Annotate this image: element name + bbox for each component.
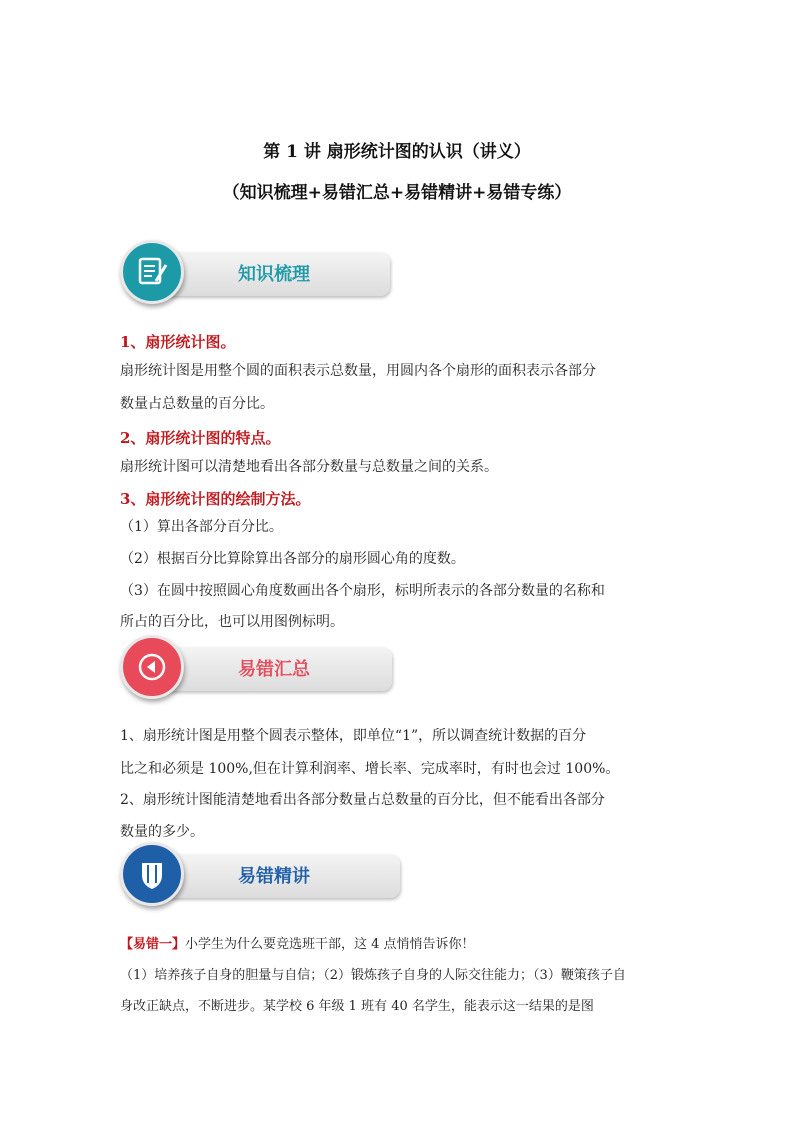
question-intro: 小学生为什么要竞选班干部，这 4 点悄悄告诉你！ — [185, 937, 475, 952]
summary-item-1b: 比之和必须是 100%,但在计算利润率、增长率、完成率时，有时也会过 100%。 — [120, 761, 620, 777]
summary-item-1a: 1、扇形统计图是用整个圆表示整体，即单位“1”，所以调查统计数据的百分 — [120, 728, 587, 744]
knowledge-heading-2: 2、扇形统计图的特点。 — [120, 429, 281, 447]
section-label-lecture: 易错精讲 — [238, 866, 310, 887]
notepad-icon — [120, 240, 184, 304]
knowledge-step-3a: （3）在圆中按照圆心角度数画出各个扇形，标明所表示的各部分数量的名称和 — [120, 583, 605, 599]
lecture-question-line-3: 身改正缺点，不断进步。某学校 6 年级 1 班有 40 名学生，能表示这一结果的是图 — [120, 999, 594, 1014]
section-banner-lecture — [120, 848, 400, 904]
error-tag: 【易错一】 — [120, 937, 186, 952]
knowledge-heading-1: 1、扇形统计图。 — [120, 333, 236, 351]
knowledge-step-2: （2）根据百分比算除算出各部分的扇形圆心角的度数。 — [120, 551, 465, 567]
section-banner-zhishi — [120, 246, 390, 302]
section-label-summary: 易错汇总 — [238, 659, 310, 680]
page-title: 第 1 讲 扇形统计图的认识（讲义） — [263, 142, 531, 162]
summary-item-2a: 2、扇形统计图能清楚地看出各部分数量占总数量的百分比，但不能看出各部分 — [120, 792, 605, 808]
knowledge-step-1: （1）算出各部分百分比。 — [120, 519, 283, 535]
knowledge-heading-3: 3、扇形统计图的绘制方法。 — [120, 490, 311, 508]
summary-item-2b: 数量的多少。 — [120, 824, 204, 840]
knowledge-text-1a: 扇形统计图是用整个圆的面积表示总数量，用圆内各个扇形的面积表示各部分 — [120, 363, 596, 379]
knowledge-text-1b: 数量占总数量的百分比。 — [120, 396, 274, 412]
knowledge-text-2: 扇形统计图可以清楚地看出各部分数量与总数量之间的关系。 — [120, 459, 498, 475]
section-label-zhishi: 知识梳理 — [238, 264, 310, 285]
lecture-question-line-1 — [120, 936, 475, 954]
shield-icon — [120, 842, 184, 906]
knowledge-step-3b: 所占的百分比，也可以用图例标明。 — [120, 614, 344, 630]
back-arrow-icon — [120, 635, 184, 699]
page-subtitle: （知识梳理+易错汇总+易错精讲+易错专练） — [222, 183, 572, 203]
section-banner-summary — [120, 641, 392, 697]
lecture-question-line-2: （1）培养孩子自身的胆量与自信；（2）锻炼孩子自身的人际交往能力；（3）鞭策孩子自 — [120, 968, 626, 983]
